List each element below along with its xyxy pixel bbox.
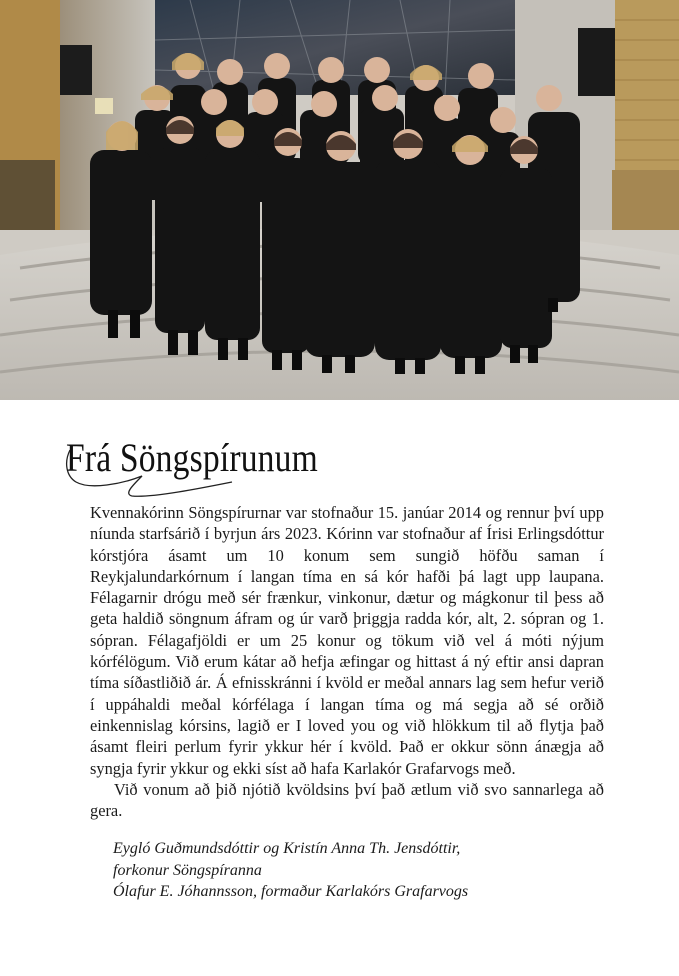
signature-line-2: forkonur Söngspíranna [113,861,262,879]
article-body [90,502,604,821]
signature-line-3: Ólafur E. Jóhannsson, formaður Karlakórs Grafarvogs [113,883,469,900]
choir-photo [0,0,679,400]
signature-line-1: Eygló Guðmundsdóttir og Kristín Anna Th. Jensdóttir, [113,840,461,857]
heading [62,432,382,498]
signature-block [113,838,593,903]
paragraph-closing: Við vonum að þið njótið kvöldsins því það ætlum við svo sannarlega að gera. [90,779,604,821]
page-title: Frá Söngspírunum [66,435,318,480]
paragraph-main: Kvennakórinn Söngspírurnar var stofnaður 15. janúar 2014 og rennur því upp níunda starfsárið í byrjun árs 2023. Kórinn var stofnaður af Írisi Erlingsdóttur kórstjóra ásamt um 10 konum sem sungið höfðu saman í Reykjalundarkórnum í langan tíma en sá kór hafði þá lagt upp laupana. Félagarnir drógu með sér frænkur, vinkonur, dætur og mágkonur til þess að geta haldið söngnum áfram og úr varð þriggja radda kór, alt, 2. sópran og 1. sópran. Félagafjöldi er um 25 konur og tökum við vel á móti nýjum kórfélögum. Við erum kátar að hefja æfingar og hittast á ný eftir ansi dapran tíma síðastliðið ár. Á efnisskránni í kvöld er meðal annars lag sem hefur verið í uppáhaldi meðal kórfélaga í langan tíma og má segja að sé orðið einkennislag kórsins, lagið er I loved you og við hlökkum til að flytja það ásamt fleiri perlum fyrir ykkur hér í kvöld. Það er okkur sönn ánægja að syngja fyrir ykkur og ekki síst að hafa Karlakór Grafarvogs með. [90,503,604,778]
choir-group-photo-icon [0,0,679,400]
